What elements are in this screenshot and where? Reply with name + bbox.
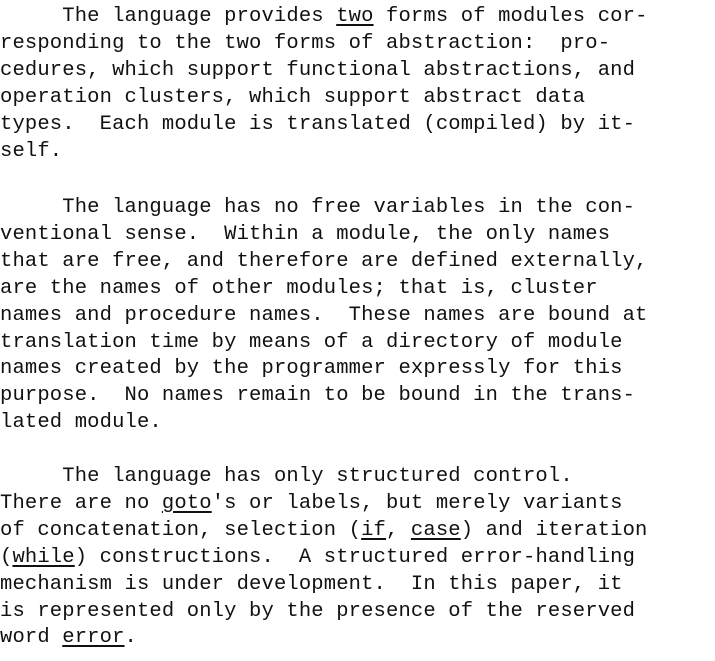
text-line [0,545,635,571]
underlined-keyword: error [62,626,125,650]
text-run: The language has no free variables in the con- [0,196,636,219]
text-run: responding to the two forms of abstraction: pro- [0,31,611,55]
text-run: There are no [0,491,162,515]
text-run: mechanism is under development. In this paper, it [0,572,623,596]
underlined-keyword: case [410,518,461,542]
text-run: The language has only structured control. [0,465,573,488]
text-run: types. Each module is translated (compiled) by it- [0,112,636,136]
text-line [0,330,623,356]
text-line [0,31,610,57]
text-run: names created by the programmer expressly for this [0,357,623,381]
text-run: are the names of other modules; that is, cluster [0,276,598,300]
text-line [0,410,162,436]
text-line [0,518,648,544]
text-run: , [386,518,411,542]
text-run: word [0,626,63,650]
text-line [0,383,635,409]
underlined-keyword: goto [161,491,212,515]
text-line [0,572,623,598]
text-run: names and procedure names. These names are bound at [0,303,648,327]
text-line [0,85,585,111]
text-run: of concatenation, selection ( [0,518,362,542]
text-line [0,4,648,30]
text-run: lated module. [0,411,162,435]
text-line [0,303,648,329]
text-run: self. [0,139,63,163]
text-run: operation clusters, which support abstract data [0,85,586,109]
text-run: The language provides [0,5,337,28]
text-line [0,139,62,165]
text-run: purpose. No names remain to be bound in the trans- [0,384,636,408]
text-line [0,249,648,275]
text-line [0,222,610,248]
text-run: translation time by means of a directory of module [0,330,623,354]
text-line [0,599,635,625]
text-line [0,276,598,302]
underlined-keyword: two [336,5,374,28]
text-run: ) and iteration [460,518,648,542]
text-line [0,112,635,138]
text-run: . [124,626,137,650]
text-run: 's or labels, but merely variants [211,491,623,515]
text-run: ) constructions. A structured error-handling [74,545,636,569]
text-line [0,625,137,651]
text-run: ( [0,545,13,569]
text-run: cedures, which support functional abstractions, and [0,58,636,82]
text-line [0,195,635,221]
text-run: that are free, and therefore are defined externally, [0,249,648,273]
text-line [0,491,623,517]
text-run: ventional sense. Within a module, the only names [0,222,611,246]
underlined-keyword: while [12,545,75,569]
text-run: is represented only by the presence of the reserved [0,599,636,623]
text-line [0,58,635,84]
text-run: forms of modules cor- [373,5,648,28]
text-line [0,356,623,382]
underlined-keyword: if [361,518,387,542]
text-line [0,464,573,490]
